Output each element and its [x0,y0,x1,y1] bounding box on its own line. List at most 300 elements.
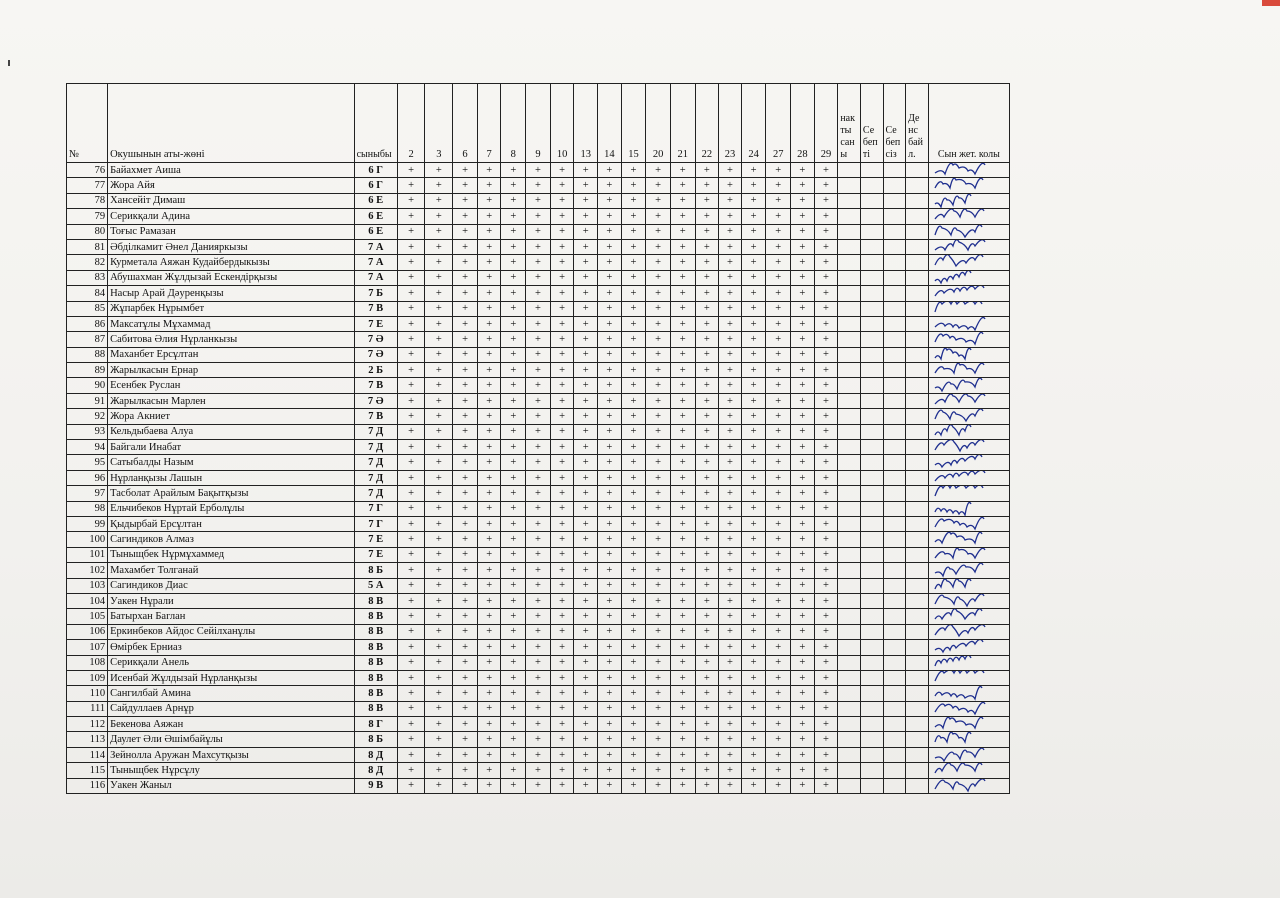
mark-day-28: + [791,486,815,501]
empty-cell [838,409,861,424]
mark-day-8: + [501,532,526,547]
mark-day-23: + [719,193,742,208]
mark-day-3: + [425,270,453,285]
mark-day-2: + [397,717,425,732]
empty-cell [906,239,929,254]
mark-day-14: + [598,163,622,178]
signature-cell [928,624,1009,639]
row-number: 99 [67,516,108,531]
mark-day-23: + [719,747,742,762]
mark-day-15: + [621,316,646,331]
mark-day-2: + [397,209,425,224]
mark-day-7: + [477,547,501,562]
empty-cell [860,286,883,301]
mark-day-2: + [397,193,425,208]
mark-day-22: + [695,532,719,547]
mark-day-28: + [791,193,815,208]
mark-day-7: + [477,470,501,485]
mark-day-9: + [526,393,551,408]
empty-cell [860,209,883,224]
mark-day-13: + [574,193,598,208]
mark-day-27: + [766,655,791,670]
mark-day-9: + [526,193,551,208]
mark-day-23: + [719,378,742,393]
empty-cell [906,332,929,347]
mark-day-23: + [719,609,742,624]
mark-day-13: + [574,778,598,793]
mark-day-7: + [477,409,501,424]
mark-day-8: + [501,516,526,531]
mark-day-27: + [766,624,791,639]
mark-day-27: + [766,440,791,455]
mark-day-22: + [695,332,719,347]
student-name: Есенбек Руслан [108,378,355,393]
empty-cell [838,516,861,531]
student-class: 7 Д [354,424,397,439]
signature-cell [928,440,1009,455]
mark-day-6: + [453,178,478,193]
mark-day-2: + [397,347,425,362]
mark-day-21: + [670,424,695,439]
mark-day-27: + [766,455,791,470]
mark-day-21: + [670,563,695,578]
mark-day-21: + [670,316,695,331]
mark-day-2: + [397,609,425,624]
mark-day-24: + [741,193,766,208]
mark-day-3: + [425,193,453,208]
mark-day-7: + [477,270,501,285]
mark-day-28: + [791,670,815,685]
empty-cell [883,486,906,501]
empty-cell [883,224,906,239]
mark-day-28: + [791,163,815,178]
empty-cell [906,593,929,608]
mark-day-6: + [453,655,478,670]
empty-cell [906,224,929,239]
handwritten-signature [933,732,1003,747]
table-row [67,301,1010,316]
mark-day-20: + [646,393,671,408]
empty-cell [838,270,861,285]
mark-day-7: + [477,655,501,670]
student-class: 7 Г [354,516,397,531]
handwritten-signature [933,624,1003,639]
mark-day-15: + [621,424,646,439]
handwritten-signature [933,717,1003,732]
row-number: 77 [67,178,108,193]
header-signature: Сын жет. колы [928,84,1009,163]
handwritten-signature [933,516,1003,531]
mark-day-9: + [526,763,551,778]
mark-day-2: + [397,224,425,239]
mark-day-2: + [397,163,425,178]
mark-day-10: + [550,209,574,224]
mark-day-20: + [646,778,671,793]
mark-day-15: + [621,470,646,485]
mark-day-7: + [477,593,501,608]
mark-day-20: + [646,424,671,439]
mark-day-15: + [621,670,646,685]
mark-day-8: + [501,163,526,178]
mark-day-22: + [695,301,719,316]
mark-day-10: + [550,516,574,531]
mark-day-24: + [741,440,766,455]
empty-cell [906,609,929,624]
mark-day-14: + [598,286,622,301]
mark-day-7: + [477,701,501,716]
student-class: 7 Б [354,286,397,301]
mark-day-27: + [766,224,791,239]
mark-day-28: + [791,470,815,485]
mark-day-2: + [397,239,425,254]
row-number: 116 [67,778,108,793]
mark-day-7: + [477,578,501,593]
mark-day-28: + [791,686,815,701]
empty-cell [906,378,929,393]
student-name: Абушахман Жұлдызай Ескендірқызы [108,270,355,285]
mark-day-8: + [501,686,526,701]
empty-cell [906,486,929,501]
mark-day-15: + [621,209,646,224]
mark-day-2: + [397,440,425,455]
student-name: Даулет Әли Әшімбайұлы [108,732,355,747]
mark-day-27: + [766,609,791,624]
student-name: Маханбет Ерсұлтан [108,347,355,362]
empty-cell [883,501,906,516]
mark-day-15: + [621,563,646,578]
mark-day-3: + [425,655,453,670]
mark-day-2: + [397,516,425,531]
signature-cell [928,347,1009,362]
mark-day-2: + [397,655,425,670]
mark-day-27: + [766,778,791,793]
empty-cell [860,747,883,762]
table-row [67,747,1010,762]
mark-day-24: + [741,270,766,285]
mark-day-7: + [477,563,501,578]
mark-day-23: + [719,455,742,470]
mark-day-10: + [550,732,574,747]
empty-cell [860,655,883,670]
mark-day-28: + [791,378,815,393]
mark-day-29: + [814,486,838,501]
mark-day-24: + [741,424,766,439]
mark-day-15: + [621,686,646,701]
row-number: 107 [67,640,108,655]
mark-day-27: + [766,732,791,747]
mark-day-10: + [550,701,574,716]
mark-day-3: + [425,178,453,193]
row-number: 87 [67,332,108,347]
mark-day-15: + [621,717,646,732]
mark-day-2: + [397,747,425,762]
empty-cell [838,670,861,685]
mark-day-7: + [477,640,501,655]
mark-day-6: + [453,732,478,747]
mark-day-8: + [501,363,526,378]
student-class: 8 В [354,655,397,670]
mark-day-22: + [695,778,719,793]
mark-day-9: + [526,163,551,178]
mark-day-8: + [501,301,526,316]
mark-day-27: + [766,470,791,485]
student-class: 7 Г [354,501,397,516]
mark-day-24: + [741,224,766,239]
mark-day-8: + [501,717,526,732]
mark-day-8: + [501,763,526,778]
mark-day-20: + [646,193,671,208]
mark-day-15: + [621,378,646,393]
empty-cell [838,763,861,778]
empty-cell [883,778,906,793]
empty-cell [906,532,929,547]
table-row [67,717,1010,732]
signature-stroke [935,440,984,451]
row-number: 112 [67,717,108,732]
mark-day-3: + [425,640,453,655]
mark-day-21: + [670,593,695,608]
mark-day-9: + [526,532,551,547]
mark-day-15: + [621,486,646,501]
empty-cell [906,640,929,655]
student-class: 7 Е [354,532,397,547]
signature-stroke [935,333,983,345]
handwritten-signature [933,332,1003,347]
table-row [67,316,1010,331]
student-class: 7 Е [354,547,397,562]
mark-day-28: + [791,763,815,778]
signature-stroke [935,533,982,544]
empty-cell [883,747,906,762]
mark-day-9: + [526,501,551,516]
signature-cell [928,747,1009,762]
row-number: 111 [67,701,108,716]
student-name: Уакен Жаныл [108,778,355,793]
mark-day-9: + [526,424,551,439]
student-name: Зейнолла Аружан Махсутқызы [108,747,355,762]
mark-day-15: + [621,393,646,408]
mark-day-2: + [397,778,425,793]
row-number: 92 [67,409,108,424]
mark-day-7: + [477,732,501,747]
signature-cell [928,193,1009,208]
mark-day-27: + [766,578,791,593]
mark-day-22: + [695,178,719,193]
signature-cell [928,670,1009,685]
mark-day-27: + [766,670,791,685]
student-name: Сангилбай Амина [108,686,355,701]
mark-day-15: + [621,239,646,254]
mark-day-22: + [695,393,719,408]
empty-cell [838,624,861,639]
mark-day-27: + [766,347,791,362]
mark-day-3: + [425,363,453,378]
mark-day-9: + [526,640,551,655]
empty-cell [860,778,883,793]
row-number: 76 [67,163,108,178]
mark-day-29: + [814,378,838,393]
mark-day-28: + [791,270,815,285]
mark-day-27: + [766,409,791,424]
mark-day-13: + [574,409,598,424]
mark-day-20: + [646,686,671,701]
header-day-27: 27 [766,84,791,163]
mark-day-13: + [574,270,598,285]
empty-cell [838,547,861,562]
mark-day-20: + [646,255,671,270]
mark-day-2: + [397,547,425,562]
row-number: 90 [67,378,108,393]
mark-day-23: + [719,532,742,547]
mark-day-24: + [741,301,766,316]
empty-cell [838,578,861,593]
row-number: 114 [67,747,108,762]
empty-cell [838,747,861,762]
mark-day-27: + [766,193,791,208]
mark-day-6: + [453,424,478,439]
mark-day-20: + [646,563,671,578]
mark-day-6: + [453,547,478,562]
empty-cell [906,501,929,516]
mark-day-20: + [646,224,671,239]
mark-day-9: + [526,778,551,793]
student-class: 8 В [354,640,397,655]
mark-day-29: + [814,763,838,778]
empty-cell [838,163,861,178]
signature-stroke [935,286,984,297]
signature-cell [928,470,1009,485]
empty-cell [860,316,883,331]
mark-day-14: + [598,470,622,485]
mark-day-21: + [670,547,695,562]
empty-cell [838,563,861,578]
mark-day-21: + [670,301,695,316]
mark-day-2: + [397,393,425,408]
mark-day-29: + [814,163,838,178]
mark-day-21: + [670,163,695,178]
mark-day-29: + [814,701,838,716]
header-name: Окушынын аты-жөні [108,84,355,163]
mark-day-3: + [425,409,453,424]
table-row [67,609,1010,624]
mark-day-3: + [425,440,453,455]
mark-day-7: + [477,393,501,408]
mark-day-2: + [397,532,425,547]
mark-day-21: + [670,686,695,701]
attendance-table [66,83,1010,794]
mark-day-22: + [695,440,719,455]
table-row [67,286,1010,301]
handwritten-signature [933,593,1003,608]
signature-stroke [935,517,984,529]
mark-day-8: + [501,209,526,224]
mark-day-10: + [550,332,574,347]
mark-day-6: + [453,609,478,624]
table-row [67,363,1010,378]
empty-cell [860,578,883,593]
mark-day-3: + [425,763,453,778]
student-name: Сабитова Әлия Нұрланкызы [108,332,355,347]
mark-day-23: + [719,255,742,270]
student-name: Тоғыс Рамазан [108,224,355,239]
empty-cell [883,640,906,655]
student-class: 7 Ә [354,332,397,347]
student-name: Жұпарбек Нұрымбет [108,301,355,316]
empty-cell [906,717,929,732]
mark-day-29: + [814,593,838,608]
mark-day-20: + [646,732,671,747]
mark-day-10: + [550,224,574,239]
student-name: Сайдуллаев Арнұр [108,701,355,716]
mark-day-8: + [501,455,526,470]
table-row [67,547,1010,562]
mark-day-20: + [646,409,671,424]
mark-day-14: + [598,732,622,747]
mark-day-2: + [397,486,425,501]
mark-day-15: + [621,178,646,193]
mark-day-9: + [526,624,551,639]
signature-stroke [935,317,985,330]
table-row [67,393,1010,408]
row-number: 108 [67,655,108,670]
signature-cell [928,363,1009,378]
mark-day-3: + [425,609,453,624]
signature-cell [928,393,1009,408]
mark-day-28: + [791,255,815,270]
empty-cell [860,393,883,408]
mark-day-24: + [741,747,766,762]
handwritten-signature [933,224,1003,239]
mark-day-13: + [574,332,598,347]
mark-day-28: + [791,547,815,562]
empty-cell [838,778,861,793]
empty-cell [883,332,906,347]
empty-cell [883,347,906,362]
mark-day-13: + [574,640,598,655]
empty-cell [906,470,929,485]
handwritten-signature [933,670,1003,685]
handwritten-signature [933,270,1003,285]
mark-day-24: + [741,532,766,547]
mark-day-6: + [453,563,478,578]
mark-day-6: + [453,378,478,393]
student-name: Қыдырбай Ерсұлтан [108,516,355,531]
mark-day-23: + [719,547,742,562]
signature-cell [928,778,1009,793]
student-class: 8 В [354,670,397,685]
mark-day-8: + [501,593,526,608]
mark-day-23: + [719,163,742,178]
empty-cell [883,609,906,624]
empty-cell [906,732,929,747]
mark-day-21: + [670,701,695,716]
empty-cell [838,239,861,254]
empty-cell [860,163,883,178]
mark-day-3: + [425,532,453,547]
mark-day-3: + [425,224,453,239]
mark-day-14: + [598,347,622,362]
mark-day-6: + [453,578,478,593]
mark-day-10: + [550,624,574,639]
empty-cell [883,316,906,331]
mark-day-7: + [477,363,501,378]
student-name: Тыныщбек Нұрсұлу [108,763,355,778]
signature-stroke [935,717,983,728]
mark-day-21: + [670,455,695,470]
mark-day-10: + [550,486,574,501]
mark-day-27: + [766,163,791,178]
signature-cell [928,532,1009,547]
